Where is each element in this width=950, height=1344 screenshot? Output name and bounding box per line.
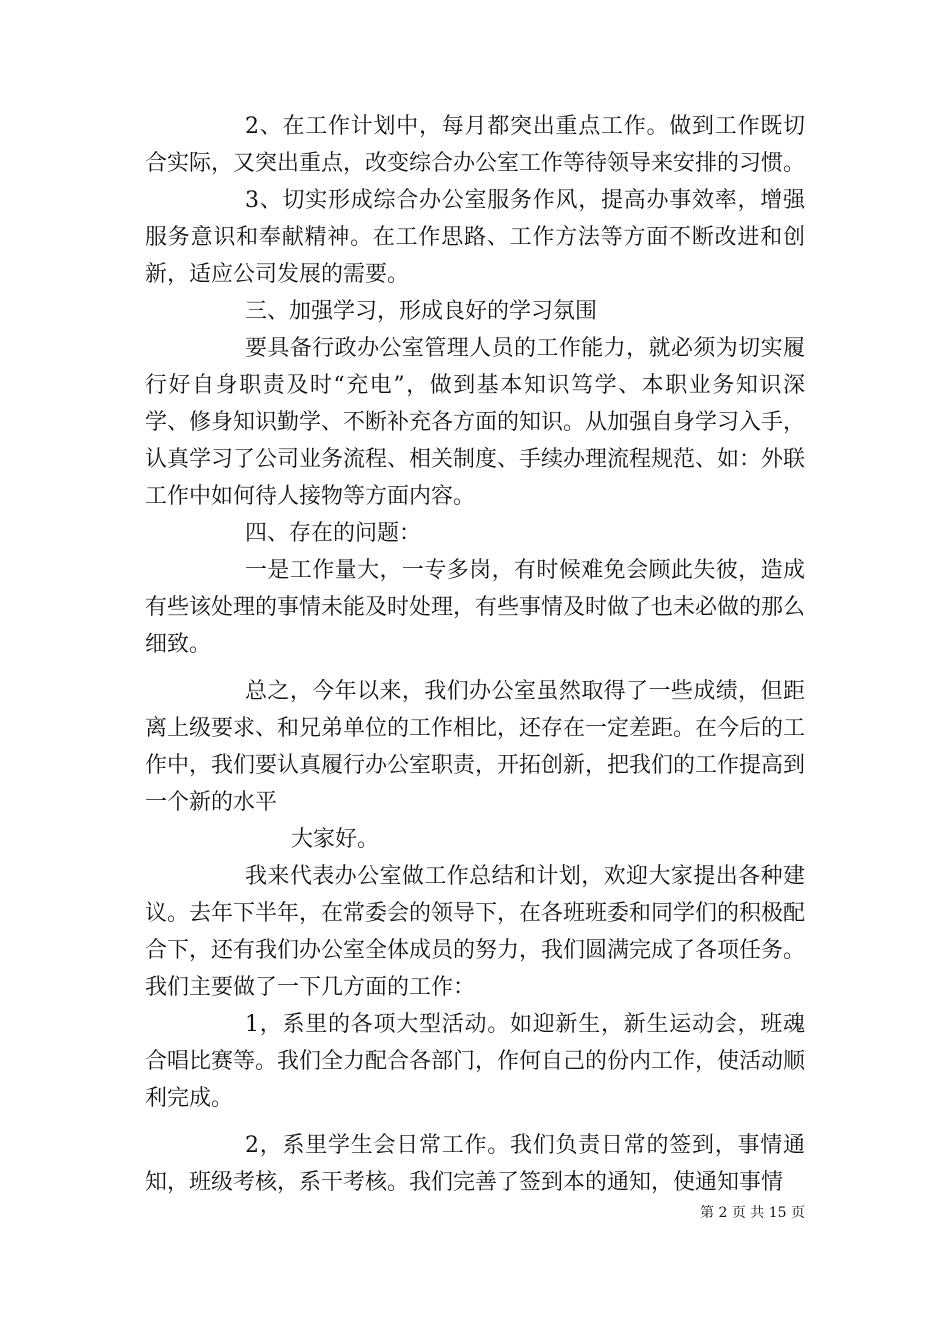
paragraph-activities: 1，系里的各项大型活动。如迎新生，新生运动会，班魂合唱比赛等。我们全力配合各部门，作何自己的份内工作，使活动顺利完成。 <box>145 1012 806 1111</box>
heading-strengthen-learning: 三、加强学习，形成良好的学习氛围 <box>245 299 598 324</box>
paragraph-learning: 要具备行政办公室管理人员的工作能力，就必须为切实履行好自身职责及时“充电”，做到基本知识笃学、本职业务知识深学、修身知识勤学、不断补充各方面的知识。从加强自身学习入手，认真学习了公司业务流程、相关制度、手续办理流程规范、如：外联工作中如何待人接物等方面内容。 <box>145 336 806 509</box>
paragraph-work-plan: 2、在工作计划中，每月都突出重点工作。做到工作既切合实际，又突出重点，改变综合办公室工作等待领导来安排的习惯。 <box>145 114 806 176</box>
heading-existing-problems: 四、存在的问题： <box>245 521 422 546</box>
greeting-line: 大家好。 <box>291 827 380 852</box>
paragraph-daily-work: 2，系里学生会日常工作。我们负责日常的签到，事情通知，班级考核，系干考核。我们完善了签到本的通知，使通知事情 <box>145 1133 805 1195</box>
paragraph-intro: 我来代表办公室做工作总结和计划，欢迎大家提出各种建议。去年下半年，在常委会的领导下，在各班班委和同学们的积极配合下，还有我们办公室全体成员的努力，我们圆满完成了各项任务。我们主要做了一下几方面的工作： <box>145 864 806 1000</box>
paragraph-service-style: 3、切实形成综合办公室服务作风，提高办事效率，增强服务意识和奉献精神。在工作思路、工作方法等方面不断改进和创新，适应公司发展的需要。 <box>145 188 805 287</box>
paragraph-summary: 总之，今年以来，我们办公室虽然取得了一些成绩，但距离上级要求、和兄弟单位的工作相比，还存在一定差距。在今后的工作中，我们要认真履行办公室职责，开拓创新，把我们的工作提高到一个新的水平 <box>145 679 806 815</box>
paragraph-problems: 一是工作量大，一专多岗，有时候难免会顾此失彼，造成有些该处理的事情未能及时处理，有些事情及时做了也未必做的那么细致。 <box>145 558 806 657</box>
document-body <box>145 108 805 1201</box>
page-number-footer: 第 2 页 共 15 页 <box>700 1205 805 1221</box>
